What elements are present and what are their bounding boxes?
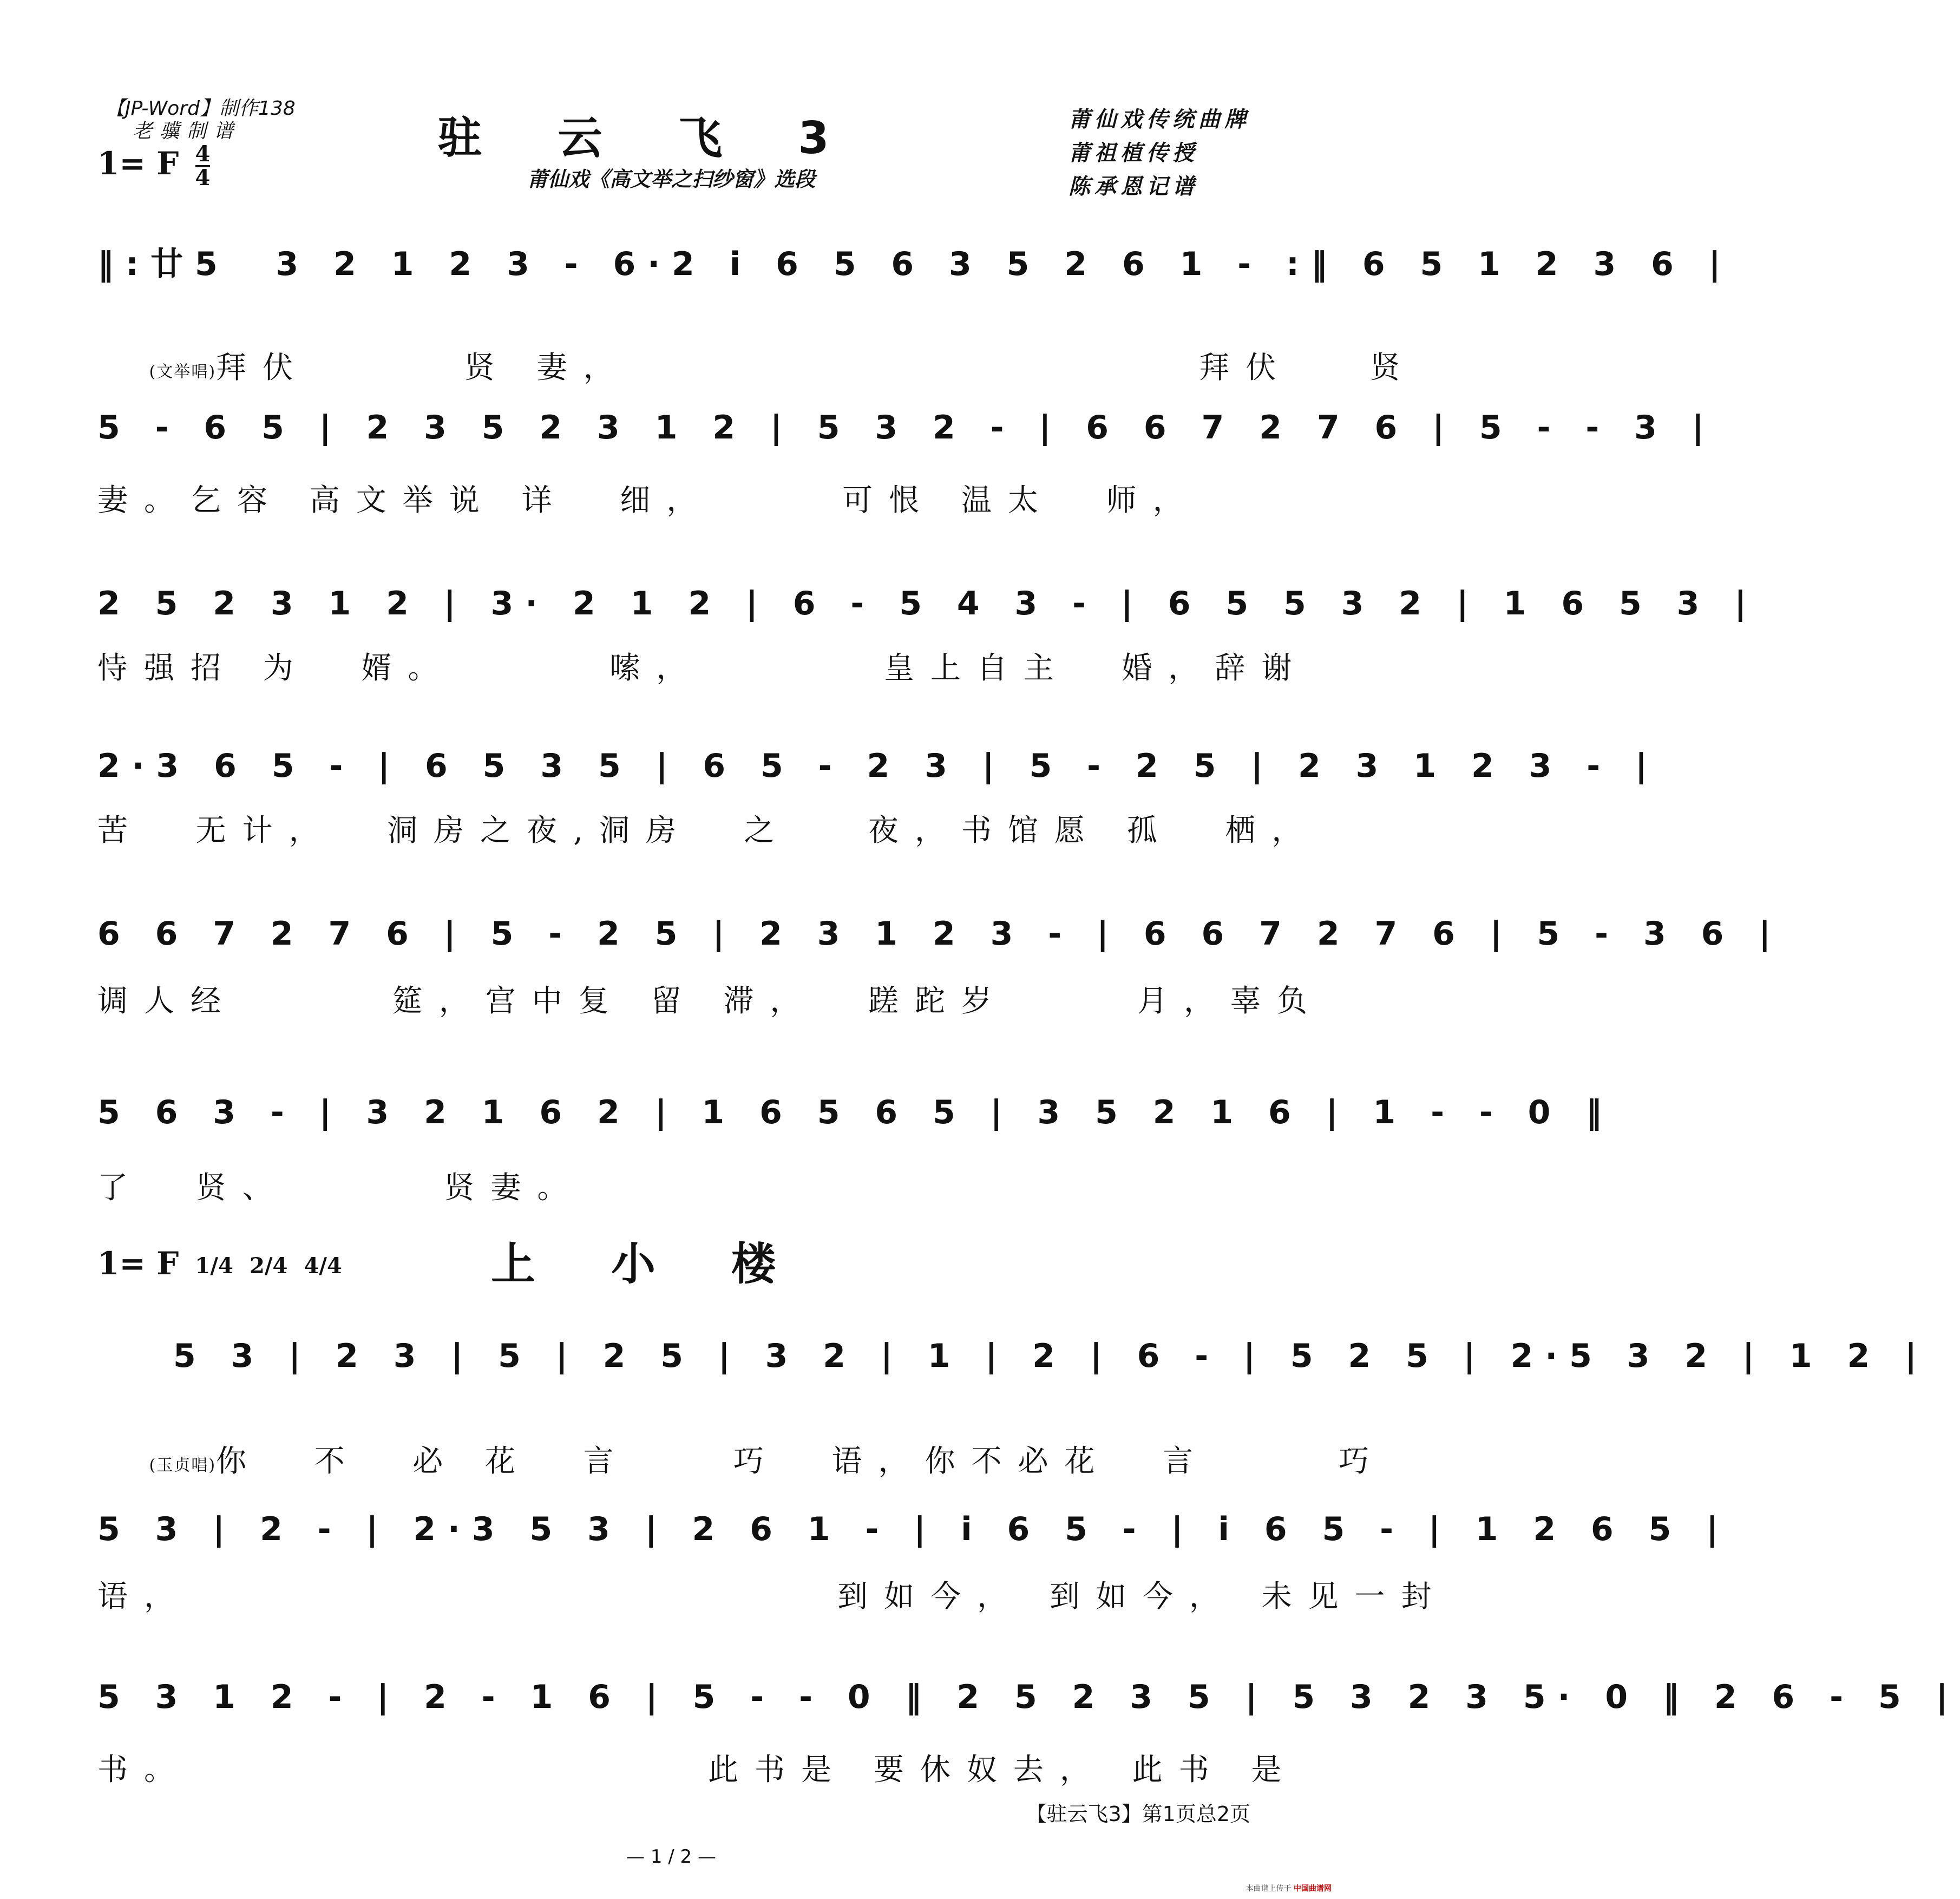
right-credits xyxy=(1069,103,1250,204)
right-credit-2: 莆祖植传授 xyxy=(1069,141,1198,166)
page-label: 【驻云飞3】第1页总2页 xyxy=(1026,1802,1250,1826)
song2-staff-line-3 xyxy=(97,1667,1960,1749)
notation-line: 2·3 6 5 - | 6 5 3 5 | 6 5 - 2 3 | 5 - 2 5 | 2 3 1 2 3 - | xyxy=(97,747,1659,785)
key-signature: 1= F xyxy=(97,145,179,182)
song2-staff-line-2 xyxy=(97,1499,1730,1581)
song2-lyric-line-2: 语， 到如今， 到如今， 未见一封 xyxy=(97,1579,1448,1614)
notation-line: 5 6 3 - | 3 2 1 6 2 | 1 6 5 6 5 | 3 5 2 1 6 | 1 - - 0 ‖ xyxy=(97,1093,1614,1131)
song1-lyric-line-3: 恃强招 为 婿。 嗦， 皇上自主 婚，辞谢 xyxy=(97,651,1308,686)
lyric-text: 你 不 必 花 言 巧 语，你不必花 言 巧 xyxy=(216,1444,1386,1479)
notation-line: 6 6 7 2 7 6 | 5 - 2 5 | 2 3 1 2 3 - | 6 6 7 2 7 6 | 5 - 3 6 | xyxy=(97,915,1783,953)
song2-title: 上小楼 xyxy=(490,1239,851,1290)
song1-staff-line-1 xyxy=(97,227,1733,309)
source-stamp xyxy=(1246,1883,1332,1894)
song2-lyric-line-1 xyxy=(97,1402,1386,1481)
song1-lyric-line-5: 调人经 筵，宫中复 留 滞， 蹉跎岁 月，辜负 xyxy=(97,984,1324,1019)
meter: 4/4 xyxy=(304,1253,342,1279)
song2-staff-line-1 xyxy=(97,1326,1929,1407)
song2-lyric-line-3: 书。 此书是 要休奴去， 此书 是 xyxy=(97,1752,1298,1787)
stamp-text: 本曲谱上传于 xyxy=(1246,1884,1292,1893)
right-credit-1: 莆仙戏传统曲牌 xyxy=(1069,107,1250,132)
notation-line: 5 3 | 2 - | 2·3 5 3 | 2 6 1 - | i 6 5 - | i 6 5 - | 1 2 6 5 | xyxy=(97,1510,1730,1548)
song1-staff-line-6 xyxy=(97,1083,1614,1164)
credit-line-1: 【JP-Word】制作138 xyxy=(106,97,296,120)
song1-lyric-line-4: 苦 无计， 洞房之夜,洞房 之 夜，书馆愿 孤 栖， xyxy=(97,813,1319,848)
song1-staff-line-5 xyxy=(97,904,1783,985)
lyric-text: 拜伏 贤 妻， 拜伏 贤 xyxy=(216,350,1417,385)
key-signature: 1= F xyxy=(97,1245,179,1282)
stamp-site: 中国曲谱网 xyxy=(1294,1884,1332,1893)
page-number: — 1 / 2 — xyxy=(626,1846,716,1868)
song1-staff-line-3 xyxy=(97,574,1759,655)
song1-subtitle: 莆仙戏《高文举之扫纱窗》选段 xyxy=(527,167,815,191)
song1-lyric-line-1 xyxy=(97,309,1417,387)
notation-line: ‖:廿5 3 2 1 2 3 - 6·2 i 6 5 6 3 5 2 6 1 - :‖ 6 5 1 2 3 6 | xyxy=(97,245,1733,283)
song1-staff-line-2 xyxy=(97,398,1716,479)
meter-bottom: 4 xyxy=(195,165,211,191)
credit-line-2: 老骥制谱 xyxy=(133,120,241,142)
singer-role: (文举唱) xyxy=(149,362,217,382)
right-credit-3: 陈承恩记谱 xyxy=(1069,174,1198,199)
song1-lyric-line-6: 了 贤、 贤妻。 xyxy=(97,1170,584,1206)
meter: 1/4 xyxy=(195,1253,233,1279)
meter: 2/4 xyxy=(250,1253,288,1279)
notation-line: 5 3 | 2 3 | 5 | 2 5 | 3 2 | 1 | 2 | 6 - | 5 2 5 | 2·5 3 2 | 1 2 | xyxy=(173,1337,1929,1375)
song1-title: 驻云飞3 xyxy=(437,113,905,164)
notation-line: 5 3 1 2 - | 2 - 1 6 | 5 - - 0 ‖ 2 5 2 3 5 | 5 3 2 3 5· 0 ‖ 2 6 - 5 | xyxy=(97,1678,1960,1716)
notation-line: 2 5 2 3 1 2 | 3· 2 1 2 | 6 - 5 4 3 - | 6 5 5 3 2 | 1 6 5 3 | xyxy=(97,585,1759,623)
song1-staff-line-4 xyxy=(97,736,1659,817)
meter-top: 4 xyxy=(195,141,211,167)
singer-role: (玉贞唱) xyxy=(149,1456,217,1475)
notation-line: 5 - 6 5 | 2 3 5 2 3 1 2 | 5 3 2 - | 6 6 7 2 7 6 | 5 - - 3 | xyxy=(97,409,1716,447)
song1-lyric-line-2: 妻。乞容 高文举说 详 细， 可恨 温太 师， xyxy=(97,483,1199,518)
